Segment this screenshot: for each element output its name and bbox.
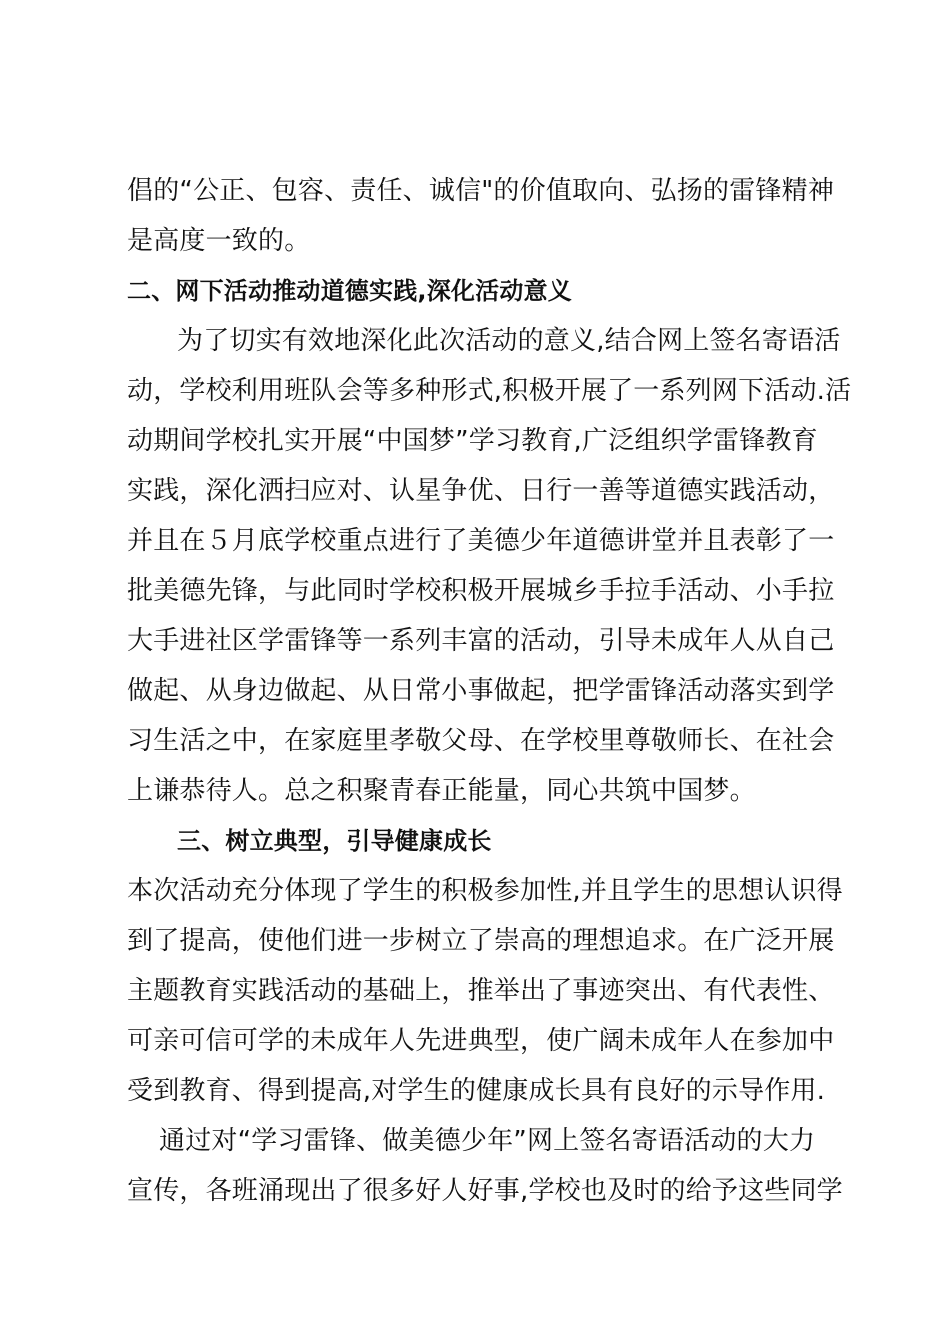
body-text-line: 批美德先锋，与此同时学校积极开展城乡手拉手活动、小手拉 — [127, 576, 835, 606]
section-heading-3: 三、树立典型，引导健康成长 — [177, 827, 492, 855]
body-text-line: 本次活动充分体现了学生的积极参加性,并且学生的思想认识得 — [127, 876, 843, 906]
body-text-line: 实践，深化洒扫应对、认星争优、日行一善等道德实践活动， — [127, 476, 835, 506]
body-text-line: 大手进社区学雷锋等一系列丰富的活动，引导未成年人从自己 — [127, 626, 835, 656]
body-text-line: 是高度一致的。 — [127, 226, 311, 256]
body-text-line: 动，学校利用班队会等多种形式,积极开展了一系列网下活动.活 — [127, 376, 852, 406]
section-heading-2: 二、网下活动推动道德实践,深化活动意义 — [127, 277, 572, 305]
body-text-line: 通过对“学习雷锋、做美德少年”网上签名寄语活动的大力 — [159, 1126, 816, 1156]
body-text-line: 上谦恭待人。总之积聚青春正能量，同心共筑中国梦。 — [127, 776, 756, 806]
body-text-line: 习生活之中，在家庭里孝敬父母、在学校里尊敬师长、在社会 — [127, 726, 835, 756]
body-text-line: 并且在５月底学校重点进行了美德少年道德讲堂并且表彰了一 — [127, 526, 835, 556]
body-text-line: 宣传，各班涌现出了很多好人好事,学校也及时的给予这些同学 — [127, 1176, 843, 1206]
body-text-line: 主题教育实践活动的基础上，推举出了事迹突出、有代表性、 — [127, 976, 835, 1006]
body-text-line: 受到教育、得到提高,对学生的健康成长具有良好的示导作用. — [127, 1076, 826, 1106]
body-text-line: 做起、从身边做起、从日常小事做起，把学雷锋活动落实到学 — [127, 676, 835, 706]
body-text-line: 倡的“公正、包容、责任、诚信"的价值取向、弘扬的雷锋精神 — [127, 176, 835, 206]
body-text-line: 为了切实有效地深化此次活动的意义,结合网上签名寄语活 — [177, 326, 841, 356]
body-text-line: 到了提高，使他们进一步树立了崇高的理想追求。在广泛开展 — [127, 926, 835, 956]
body-text-line: 可亲可信可学的未成年人先进典型，使广阔未成年人在参加中 — [127, 1026, 835, 1056]
body-text-line: 动期间学校扎实开展“中国梦”学习教育,广泛组织学雷锋教育 — [127, 426, 818, 456]
